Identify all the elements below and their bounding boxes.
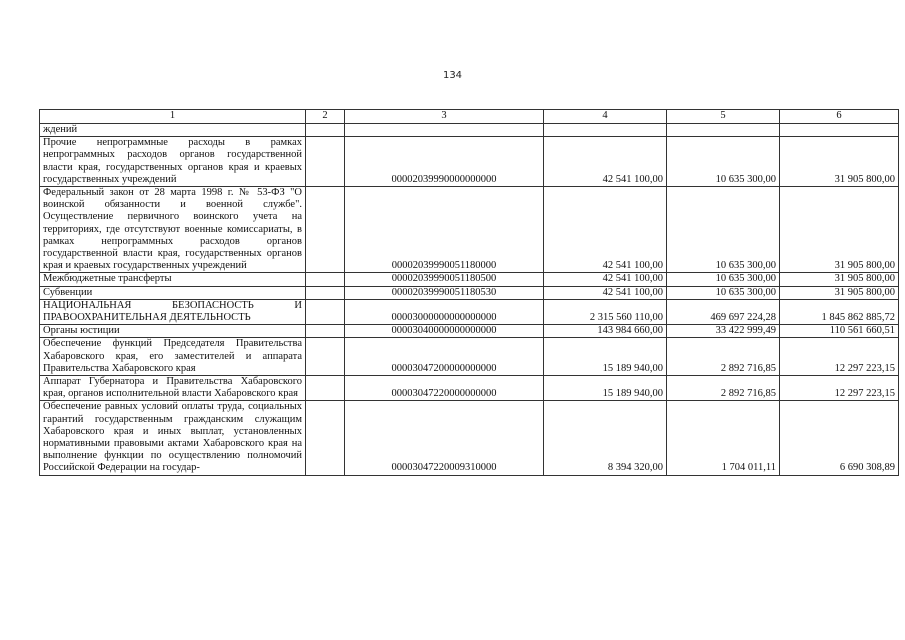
row-value-6-cell: 110 561 660,51 bbox=[780, 325, 899, 338]
row-col2-cell bbox=[306, 338, 345, 376]
row-value-4-cell bbox=[544, 124, 667, 137]
row-name-cell: Прочие непрограммные расходы в рамках непрограммных расходов органов государственной власти края, государственных органов края и краевых государственных учреждений bbox=[40, 137, 306, 187]
row-value-6-cell bbox=[780, 124, 899, 137]
row-code-cell: 00002039990051180530 bbox=[345, 286, 544, 299]
row-value-6-cell: 12 297 223,15 bbox=[780, 338, 899, 376]
table-row bbox=[40, 124, 899, 137]
column-header: 2 bbox=[306, 110, 345, 124]
row-value-5-cell: 10 635 300,00 bbox=[667, 273, 780, 286]
column-header: 1 bbox=[40, 110, 306, 124]
row-value-4-cell: 42 541 100,00 bbox=[544, 137, 667, 187]
row-col2-cell bbox=[306, 299, 345, 324]
table-row bbox=[40, 286, 899, 299]
row-value-6-cell: 31 905 800,00 bbox=[780, 187, 899, 273]
row-value-4-cell: 8 394 320,00 bbox=[544, 401, 667, 475]
row-col2-cell bbox=[306, 187, 345, 273]
row-name-cell: Межбюджетные трансферты bbox=[40, 273, 306, 286]
row-name-cell: НАЦИОНАЛЬНАЯ БЕЗОПАСНОСТЬ И ПРАВООХРАНИТЕЛЬНАЯ ДЕЯТЕЛЬНОСТЬ bbox=[40, 299, 306, 324]
column-header: 6 bbox=[780, 110, 899, 124]
row-name-cell: Органы юстиции bbox=[40, 325, 306, 338]
row-code-cell bbox=[345, 124, 544, 137]
row-value-5-cell: 2 892 716,85 bbox=[667, 338, 780, 376]
table-row bbox=[40, 325, 899, 338]
row-code-cell: 00002039990051180500 bbox=[345, 273, 544, 286]
row-code-cell: 00003040000000000000 bbox=[345, 325, 544, 338]
column-header: 3 bbox=[345, 110, 544, 124]
row-value-5-cell: 10 635 300,00 bbox=[667, 286, 780, 299]
row-col2-cell bbox=[306, 286, 345, 299]
row-name-cell: Субвенции bbox=[40, 286, 306, 299]
row-value-5-cell: 1 704 011,11 bbox=[667, 401, 780, 475]
table-row bbox=[40, 273, 899, 286]
row-value-4-cell: 42 541 100,00 bbox=[544, 187, 667, 273]
row-name-cell: Обеспечение функций Председателя Правительства Хабаровского края, его заместителей и аппарата Правительства Хабаровского края bbox=[40, 338, 306, 376]
row-code-cell: 00002039990051180000 bbox=[345, 187, 544, 273]
row-col2-cell bbox=[306, 376, 345, 401]
row-value-6-cell: 31 905 800,00 bbox=[780, 286, 899, 299]
header-row bbox=[40, 110, 899, 124]
row-code-cell: 00003000000000000000 bbox=[345, 299, 544, 324]
row-col2-cell bbox=[306, 124, 345, 137]
row-value-5-cell bbox=[667, 124, 780, 137]
table-row bbox=[40, 401, 899, 475]
table-row bbox=[40, 137, 899, 187]
row-value-5-cell: 10 635 300,00 bbox=[667, 187, 780, 273]
page-number: 134 bbox=[442, 70, 463, 81]
row-name-cell: Обеспечение равных условий оплаты труда, социальных гарантий государственным гражданским служащим Хабаровского края и иных выплат, установленных нормативными правовыми актами Хабаровского края на выполнение функции по осуществлению полномочий Российской Федерации на государ- bbox=[40, 401, 306, 475]
row-value-5-cell: 33 422 999,49 bbox=[667, 325, 780, 338]
row-value-4-cell: 42 541 100,00 bbox=[544, 286, 667, 299]
row-code-cell: 00003047200000000000 bbox=[345, 338, 544, 376]
row-value-5-cell: 2 892 716,85 bbox=[667, 376, 780, 401]
row-col2-cell bbox=[306, 273, 345, 286]
row-value-6-cell: 12 297 223,15 bbox=[780, 376, 899, 401]
table-row bbox=[40, 187, 899, 273]
row-col2-cell bbox=[306, 325, 345, 338]
row-name-cell: Аппарат Губернатора и Правительства Хабаровского края, органов исполнительной власти Хабаровского края bbox=[40, 376, 306, 401]
row-value-4-cell: 42 541 100,00 bbox=[544, 273, 667, 286]
row-name-cell: ждений bbox=[40, 124, 306, 137]
row-code-cell: 00002039990000000000 bbox=[345, 137, 544, 187]
row-value-6-cell: 31 905 800,00 bbox=[780, 137, 899, 187]
row-value-4-cell: 2 315 560 110,00 bbox=[544, 299, 667, 324]
row-value-4-cell: 15 189 940,00 bbox=[544, 376, 667, 401]
column-header: 4 bbox=[544, 110, 667, 124]
table-row bbox=[40, 338, 899, 376]
row-value-5-cell: 469 697 224,28 bbox=[667, 299, 780, 324]
row-value-4-cell: 15 189 940,00 bbox=[544, 338, 667, 376]
column-header: 5 bbox=[667, 110, 780, 124]
row-value-4-cell: 143 984 660,00 bbox=[544, 325, 667, 338]
table-row bbox=[40, 376, 899, 401]
row-col2-cell bbox=[306, 137, 345, 187]
row-code-cell: 00003047220009310000 bbox=[345, 401, 544, 475]
budget-table bbox=[39, 109, 899, 476]
row-col2-cell bbox=[306, 401, 345, 475]
table-row bbox=[40, 299, 899, 324]
row-value-6-cell: 31 905 800,00 bbox=[780, 273, 899, 286]
row-name-cell: Федеральный закон от 28 марта 1998 г. № 53-ФЗ "О воинской обязанности и военной службе". Осуществление первичного воинского учета на территориях, где отсутствуют военные комиссариаты, в рамках непрограммных расходов органов государственной власти края, государственных органов края и краевых государственных учреждений bbox=[40, 187, 306, 273]
row-value-6-cell: 1 845 862 885,72 bbox=[780, 299, 899, 324]
row-value-5-cell: 10 635 300,00 bbox=[667, 137, 780, 187]
row-value-6-cell: 6 690 308,89 bbox=[780, 401, 899, 475]
row-code-cell: 00003047220000000000 bbox=[345, 376, 544, 401]
